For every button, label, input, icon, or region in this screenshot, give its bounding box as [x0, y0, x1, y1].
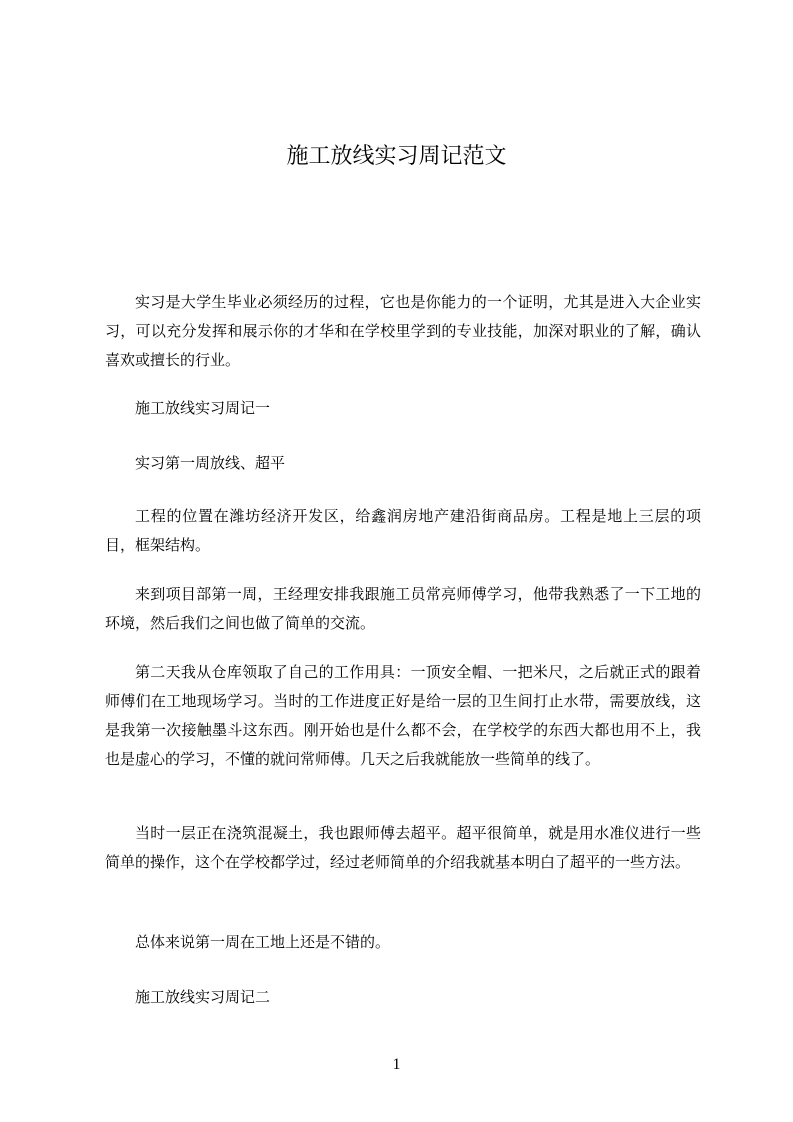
paragraph-second-day: 第二天我从仓库领取了自己的工作用具：一顶安全帽、一把米尺，之后就正式的跟着师傅们在工地现场学习。当时的工作进度正好是给一层的卫生间打止水带，需要放线，这是我第一次接触墨斗这东西。刚开始也是什么都不会，在学校学的东西大都也用不上，我也是虚心的学习，不懂的就问常师傅。几天之后我就能放一些简单的线了。	[105, 663, 701, 768]
subheading-week-1: 实习第一周放线、超平	[135, 454, 286, 472]
paragraph-leveling: 当时一层正在浇筑混凝土，我也跟师傅去超平。超平很简单，就是用水准仪进行一些简单的操作，这个在学校都学过，经过老师简单的介绍我就基本明白了超平的一些方法。	[105, 824, 701, 871]
section-heading-week-2: 施工放线实习周记二	[135, 988, 271, 1006]
document-title: 施工放线实习周记范文	[286, 144, 507, 169]
paragraph-summary: 总体来说第一周在工地上还是不错的。	[135, 933, 391, 951]
section-heading-week-1: 施工放线实习周记一	[135, 399, 271, 417]
paragraph-project-location: 工程的位置在潍坊经济开发区，给鑫润房地产建沿街商品房。工程是地上三层的项目，框架结构。	[105, 507, 701, 554]
page-number: 1	[392, 1056, 401, 1073]
paragraph-first-week: 来到项目部第一周，王经理安排我跟施工员常亮师傅学习，他带我熟悉了一下工地的环境，然后我们之间也做了简单的交流。	[105, 585, 701, 632]
intro-paragraph: 实习是大学生毕业必须经历的过程，它也是你能力的一个证明，尤其是进入大企业实习，可以充分发挥和展示你的才华和在学校里学到的专业技能，加深对职业的了解，确认喜欢或擅长的行业。	[105, 293, 701, 369]
